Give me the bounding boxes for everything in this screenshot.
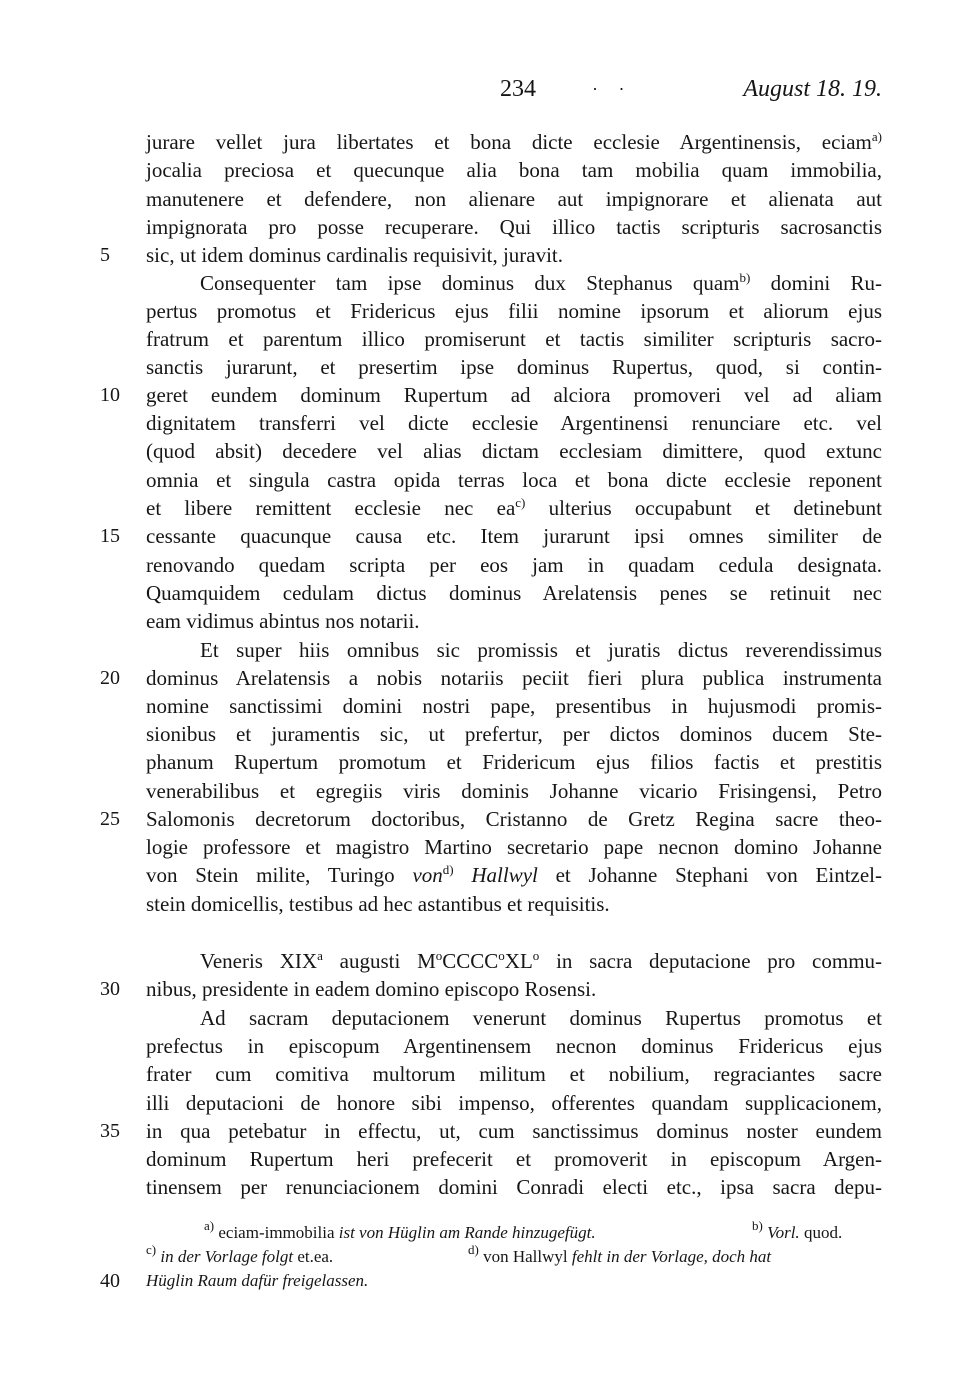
footnote-c: $^{c)}$ in der Vorlage folgt et.ea.	[146, 1242, 334, 1266]
text-line: Et super hiis omnibus sic promissis et juratis dictus reverendissimus	[200, 638, 882, 662]
line-number: 5	[100, 244, 110, 266]
text-line: manutenere et defendere, non alienare aut impignorare et alienata aut	[146, 187, 882, 211]
line-number: 40	[100, 1270, 120, 1292]
text-line: renovando quedam scripta per eos jam in quadam cedula designata.	[146, 553, 882, 577]
text-line: eam vidimus abintus nos notarii.	[146, 609, 420, 633]
text-line: pertus promotus et Fridericus ejus filii nomine ipsorum et aliorum ejus	[146, 299, 882, 323]
text-line: sionibus et juramentis sic, ut prefertur, per dictos dominos ducem Ste-	[146, 722, 882, 746]
text-line: von Stein milite, Turingo von$^{d)}$ Hallwyl et Johanne Stephani von Eintzel-	[146, 862, 883, 887]
text-line: Ad sacram deputacionem venerunt dominus Rupertus promotus et	[200, 1006, 882, 1030]
header-dots: · ·	[592, 79, 633, 99]
text-line: nibus, presidente in eadem domino episcopo Rosensi.	[146, 977, 597, 1001]
text-line: prefectus in episcopum Argentinensem necnon dominus Fridericus ejus	[146, 1034, 882, 1058]
text-line: nomine sanctissimi domini nostri pape, presentibus in hujusmodi promis-	[146, 694, 882, 718]
text-line: geret eundem dominum Rupertum ad alciora promoveri vel ad aliam	[146, 383, 882, 407]
text-line: Consequenter tam ipse dominus dux Stephanus quam$^{b)}$ domini Ru-	[200, 270, 882, 295]
text-line: omnia et singula castra opida terras loca et bona dicte ecclesie reponent	[146, 468, 882, 492]
text-line: et libere remittent ecclesie nec $ea^{c)}$ ulterius occupabunt et detinebunt	[146, 495, 883, 520]
text-line: jurare vellet jura libertates et bona dicte ecclesie Argentinensis, eciam$^{a)}$	[146, 129, 882, 154]
running-header-date: August 18. 19.	[743, 76, 882, 102]
text-line: Salomonis decretorum doctoribus, Cristanno de Gretz Regina sacre theo-	[146, 807, 882, 831]
text-line: cessante quacunque causa etc. Item jurarunt ipsi omnes similiter de	[146, 524, 882, 548]
text-line: sanctis jurarunt, et presertim ipse dominus Rupertus, quod, si contin-	[146, 355, 882, 379]
line-number: 25	[100, 808, 120, 830]
footnote-d: $^{d)}$ von Hallwyl fehlt in der Vorlage, doch hat	[468, 1242, 772, 1266]
line-number: 35	[100, 1120, 120, 1142]
text-line: fratrum et parentum illico promiserunt et tactis similiter scripturis sacro-	[146, 327, 882, 351]
text-line: Veneris XIX$^a$ augusti $M^oCCCC^oXL^o$ in sacra deputacione pro commu-	[200, 948, 883, 973]
text-line: dominus Arelatensis a nobis notariis peciit fieri plura publica instrumenta	[146, 666, 882, 690]
text-line: stein domicellis, testibus ad hec astantibus et requisitis.	[146, 892, 610, 916]
footnote-a: $^{a)}$ eciam-immobilia ist von Hüglin am Rande hinzugefügt.	[204, 1218, 596, 1242]
text-line: jocalia preciosa et quecunque alia bona tam mobilia quam immobilia,	[146, 158, 882, 182]
text-line: Quamquidem cedulam dictus dominus Arelatensis penes se retinuit nec	[146, 581, 882, 605]
line-number: 30	[100, 978, 120, 1000]
page-number: 234	[500, 76, 536, 102]
text-line: illi deputacioni de honore sibi impenso, offerentes quandam supplicacionem,	[146, 1091, 882, 1115]
line-number: 10	[100, 384, 120, 406]
text-line: tinensem per renunciacionem domini Conradi electi etc., ipsa sacra depu-	[146, 1175, 882, 1199]
text-line: (quod absit) decedere vel alias dictam ecclesiam dimittere, quod extunc	[146, 439, 882, 463]
text-line: impignorata pro posse recuperare. Qui illico tactis scripturis sacrosanctis	[146, 215, 882, 239]
text-line: frater cum comitiva multorum militum et nobilium, regraciantes sacre	[146, 1062, 882, 1086]
text-line: dominum Rupertum heri prefecerit et promoverit in episcopum Argen-	[146, 1147, 882, 1171]
text-line: phanum Rupertum promotum et Fridericum ejus filios factis et prestitis	[146, 750, 882, 774]
footnote-d-continuation: Hüglin Raum dafür freigelassen.	[146, 1271, 369, 1290]
text-line: dignitatem transferri vel dicte ecclesie Argentinensi renunciare etc. vel	[146, 411, 882, 435]
text-line: logie professore et magistro Martino secretario pape necnon domino Johanne	[146, 835, 882, 859]
text-line: sic, ut idem dominus cardinalis requisivit, juravit.	[146, 243, 564, 267]
footnote-b: $^{b)}$ Vorl. quod.	[752, 1218, 843, 1242]
text-line: in qua petebatur in effectu, ut, cum sanctissimus dominus noster eundem	[146, 1119, 882, 1143]
line-number: 15	[100, 525, 120, 547]
line-number: 20	[100, 667, 120, 689]
text-line: venerabilibus et egregiis viris dominis Johanne vicario Frisingensi, Petro	[146, 779, 882, 803]
